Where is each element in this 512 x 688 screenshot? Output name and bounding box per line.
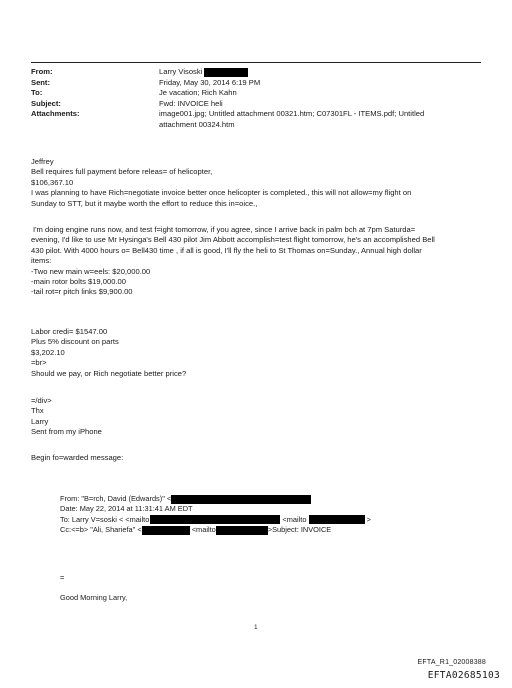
subject-value: Fwd: INVOICE heli — [159, 98, 223, 108]
fwd-from-line — [60, 494, 490, 504]
page-number: 1 — [254, 624, 258, 631]
body-line: Sunday to STT, but it maybe worth the effort to reduce this in=oice., — [31, 198, 258, 208]
body-line: =/div> — [31, 396, 52, 405]
message-paragraph-1 — [31, 157, 483, 209]
subject-label: Subject: — [31, 98, 61, 108]
body-line: $106,367.10 — [31, 177, 74, 187]
redaction-box — [142, 526, 190, 535]
fwd-to-end: > — [366, 514, 371, 524]
to-value: Je vacation; Rich Kahn — [159, 88, 237, 98]
fwd-cc-mailto: <mailto — [191, 525, 216, 535]
body-line: Labor credi= $1547.00 — [31, 327, 108, 336]
body-line: I'm doing engine runs now, and test f=ight tomorrow, if you agree, since I arrive back in palm bch at 7pm Saturda= — [33, 225, 416, 234]
body-line: -tail rot=r pitch links $9,900.00 — [31, 287, 133, 297]
email-header — [31, 67, 481, 131]
fwd-equals-line: = — [60, 573, 65, 582]
fwd-cc-subject: >Subject: INVOICE — [267, 525, 332, 535]
redaction-box — [171, 495, 311, 504]
body-line: -Two new main w=eels: $20,000.00 — [31, 266, 151, 276]
fwd-to-line — [60, 515, 490, 525]
message-paragraph-5 — [31, 453, 483, 463]
to-label: To: — [31, 88, 43, 98]
redaction-box — [204, 68, 248, 77]
body-line: Larry — [31, 416, 49, 426]
document-id-secondary: EFTA02685103 — [427, 670, 500, 681]
redaction-box — [226, 515, 280, 524]
message-paragraph-3 — [31, 327, 483, 379]
body-line: Sent from my iPhone — [31, 427, 102, 437]
header-rule — [31, 62, 481, 63]
fwd-to-mailto: <mailto — [282, 514, 307, 524]
fwd-greeting: Good Morning Larry, — [60, 593, 128, 603]
fwd-cc-text: Cc:<=b> "Ali, Shariefa" < — [60, 525, 142, 535]
from-name: Larry Visoski — [159, 67, 203, 76]
body-line: Begin fo=warded message: — [31, 453, 124, 462]
from-value — [159, 67, 481, 78]
fwd-cc-line — [60, 525, 490, 535]
redaction-box — [309, 515, 365, 524]
header-to-row — [31, 88, 481, 99]
attachments-value — [159, 109, 481, 130]
body-line: I was planning to have Rich=negotiate invoice better once helicopter is completed., this will not allow=my flight on — [31, 188, 412, 198]
document-id-primary: EFTA_R1_02008388 — [417, 659, 486, 666]
body-line: $3,202.10 — [31, 347, 65, 357]
body-line: -main rotor bolts $19,000.00 — [31, 277, 126, 287]
sent-label: Sent: — [31, 77, 50, 87]
body-line: =br> — [31, 358, 47, 368]
redaction-box — [150, 515, 226, 524]
forwarded-header — [60, 494, 490, 536]
message-paragraph-2 — [31, 225, 483, 298]
fwd-date-line: Date: May 22, 2014 at 11:31:41 AM EDT — [60, 504, 193, 514]
body-line: Thx — [31, 406, 44, 416]
attachments-line-2: attachment 00324.htm — [159, 119, 235, 129]
body-line: Bell requires full payment before releas= of helicopter, — [31, 167, 213, 177]
body-line: evening, I'd like to use Mr Hysinga's Bell 430 pilot Jim Abbott accomplish=test flight tomorrow, he's an accomplished Bell — [31, 235, 435, 245]
from-label: From: — [31, 67, 53, 76]
sent-value: Friday, May 30, 2014 6:19 PM — [159, 77, 261, 87]
header-attachments-row — [31, 109, 481, 130]
body-line: 430 pilot. With 4000 hours o= Bell430 time , if all is good, I'll fly the heli to St Thomas on=Sunday., Annual high dollar — [31, 245, 422, 255]
body-line: Should we pay, or Rich negotiate better price? — [31, 368, 187, 378]
fwd-from-text: From: "B=rch, David (Edwards)" < — [60, 494, 172, 503]
message-paragraph-4 — [31, 396, 483, 438]
attachments-line-1: image001.jpg; Untitled attachment 00321.htm; C07301FL - ITEMS.pdf; Untitled — [159, 109, 425, 119]
header-sent-row — [31, 78, 481, 89]
header-subject-row — [31, 99, 481, 110]
header-from-row — [31, 67, 481, 78]
attachments-label: Attachments: — [31, 109, 80, 119]
fwd-to-text: To: Larry V=soski < <mailto — [60, 514, 150, 524]
redaction-box — [216, 526, 268, 535]
body-line: Plus 5% discount on parts — [31, 337, 119, 347]
body-line: items: — [31, 256, 52, 266]
forwarded-body — [60, 573, 490, 604]
body-line: Jeffrey — [31, 157, 54, 166]
